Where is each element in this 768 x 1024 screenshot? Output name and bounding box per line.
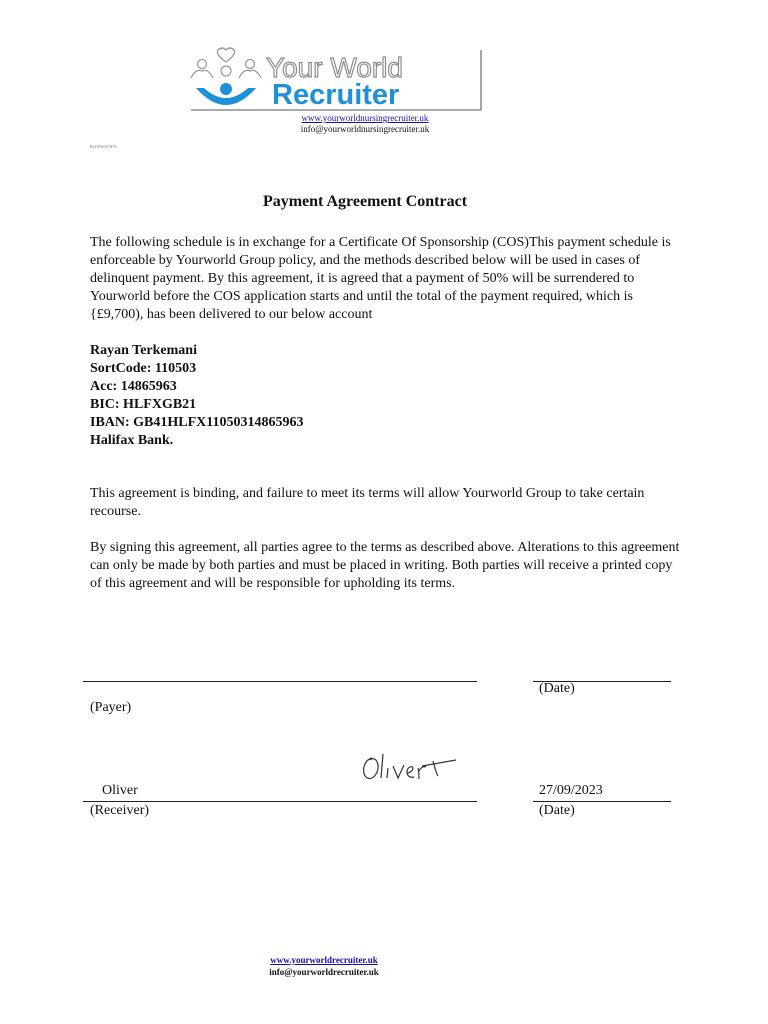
- receiver-date: 27/09/2023: [539, 783, 603, 798]
- receiver-signature-line: [83, 801, 477, 802]
- receiver-name: Oliver: [102, 783, 138, 798]
- company-logo: [188, 44, 488, 114]
- bank-details: [90, 342, 304, 450]
- header-website: [0, 113, 730, 123]
- signing-paragraph: By signing this agreement, all parties agree to the terms as described above. Alterations to this agreement can only be made by both parties and must be placed in writing. Both parties will receive a printed copy of this agreement and will be responsible for upholding its terms.: [90, 540, 680, 591]
- document-title: Payment Agreement Contract: [262, 193, 468, 210]
- receiver-label: (Receiver): [90, 803, 150, 818]
- iban: IBAN: GB41HLFX11050314865963: [90, 415, 304, 430]
- bic-code: BIC: HLFXGB21: [90, 397, 197, 412]
- footer-email: info@yourworldrecruiter.uk: [269, 967, 379, 977]
- receiver-date-label: (Date): [539, 803, 575, 818]
- handwritten-signature: [360, 748, 460, 789]
- account-number: Acc: 14865963: [90, 379, 177, 394]
- receiver-date-line: [533, 801, 671, 802]
- people-icon: [191, 48, 261, 105]
- payer-label: (Payer): [90, 700, 132, 715]
- logo-text-top: Your World: [266, 52, 403, 83]
- reference-code: BoONo007876: [90, 144, 117, 149]
- header-email: info@yourworldnursingrecruiter.uk: [300, 124, 430, 134]
- intro-paragraph: The following schedule is in exchange for a Certificate Of Sponsorship (COS)This payment schedule is enforceable by Yourworld Group policy, and the methods described below will be used in cases of delinquent payment. By this agreement, it is agreed that a payment of 50% will be surrendered to Yourworld before the COS application starts and until the total of the payment required, which is {£9,700), has been delivered to our below account: [90, 235, 671, 322]
- footer-website: [0, 955, 648, 965]
- bank-name: Halifax Bank.: [90, 433, 174, 448]
- header-website-link[interactable]: www.yourworldnursingrecruiter.uk: [301, 113, 429, 123]
- logo-text-bottom: Recruiter: [272, 79, 400, 111]
- payer-signature-line: [83, 681, 477, 682]
- sort-code: SortCode: 110503: [90, 361, 197, 376]
- binding-paragraph: This agreement is binding, and failure to meet its terms will allow Yourworld Group to take certain recourse.: [90, 486, 645, 519]
- payer-date-label: (Date): [539, 681, 575, 696]
- account-holder: Rayan Terkemani: [90, 343, 197, 358]
- footer-website-link[interactable]: www.yourworldrecruiter.uk: [270, 955, 378, 965]
